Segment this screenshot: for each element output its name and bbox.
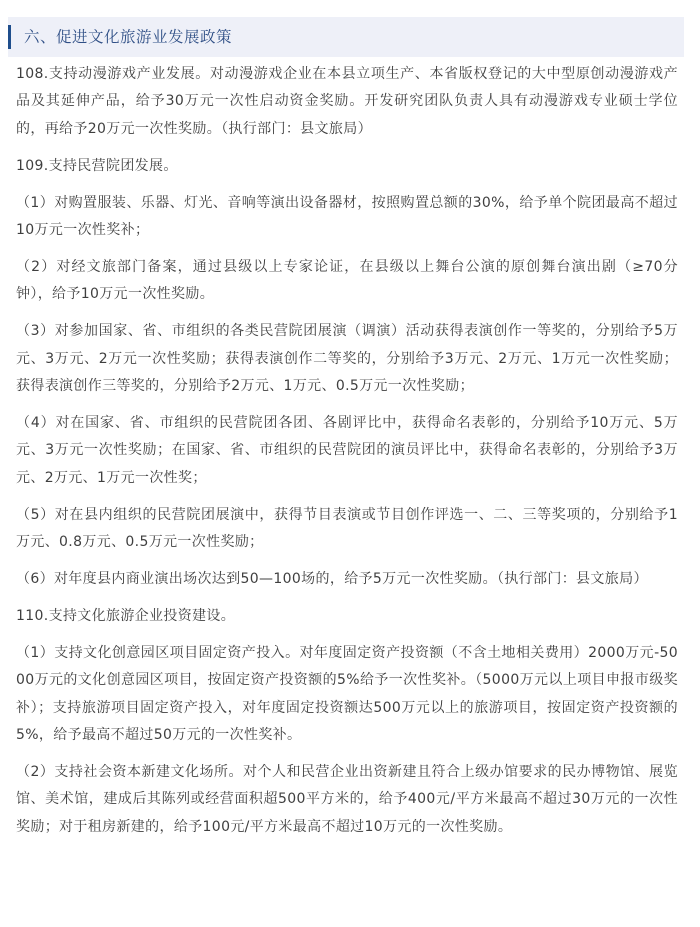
policy-108: 108.支持动漫游戏产业发展。对动漫游戏企业在本县立项生产、本省版权登记的大中型原创动漫游戏产品及其延伸产品，给予30万元一次性启动资金奖励。开发研究团队负责人具有动漫游戏专业硕士学位的，再给予20万元一次性奖励。（执行部门：县文旅局）	[16, 66, 678, 137]
policy-110-item-1: （1）支持文化创意园区项目固定资产投入。对年度固定资产投资额（不含土地相关费用）2000万元-5000万元的文化创意园区项目，按固定资产投资额的5%给予一次性奖补。（5000万元以上项目申报市级奖补）；支持旅游项目固定资产投入，对年度固定投资额达500万元以上的旅游项目，按固定资产投资额的5%，给予最高不超过50万元的一次性奖补。	[16, 644, 678, 744]
policy-109-item-6: （6）对年度县内商业演出场次达到50—100场的，给予5万元一次性奖励。（执行部门：县文旅局）	[16, 571, 648, 587]
policy-109: 109.支持民营院团发展。	[16, 157, 178, 174]
policy-109-item-1: （1）对购置服装、乐器、灯光、音响等演出设备器材，按照购置总额的30%，给予单个院团最高不超过10万元一次性奖补；	[16, 194, 678, 239]
policy-content	[16, 61, 678, 851]
policy-109-item-4: （4）对在国家、省、市组织的民营院团各团、各剧评比中，获得命名表彰的，分别给予10万元、5万元、3万元一次性奖励；在国家、省、市组织的民营院团的演员评比中，获得命名表彰的，分别给予3万元、2万元、1万元一次性奖；	[16, 414, 678, 486]
section-title: 六、促进文化旅游业发展政策	[24, 28, 233, 46]
policy-109-item-3: （3）对参加国家、省、市组织的各类民营院团展演（调演）活动获得表演创作一等奖的，分别给予5万元、3万元、2万元一次性奖励；获得表演创作二等奖的，分别给予3万元、2万元、1万元一次性奖励；获得表演创作三等奖的，分别给予2万元、1万元、0.5万元一次性奖励；	[16, 323, 678, 395]
policy-109-item-5: （5）对在县内组织的民营院团展演中，获得节目表演或节目创作评选一、二、三等奖项的，分别给予1万元、0.8万元、0.5万元一次性奖励；	[16, 506, 678, 551]
policy-110-item-2: （2）支持社会资本新建文化场所。对个人和民营企业出资新建且符合上级办馆要求的民办博物馆、展览馆、美术馆，建成后其陈列或经营面积超500平方米的，给予400元/平方米最高不超过30万元的一次性奖励；对于租房新建的，给予100元/平方米最高不超过10万元的一次性奖励。	[16, 763, 678, 835]
policy-109-item-2: （2）对经文旅部门备案，通过县级以上专家论证，在县级以上舞台公演的原创舞台演出剧（≥70分钟），给予10万元一次性奖励。	[16, 258, 678, 303]
section-heading	[8, 17, 684, 57]
heading-accent-bar	[8, 25, 11, 49]
policy-110: 110.支持文化旅游企业投资建设。	[16, 607, 236, 624]
